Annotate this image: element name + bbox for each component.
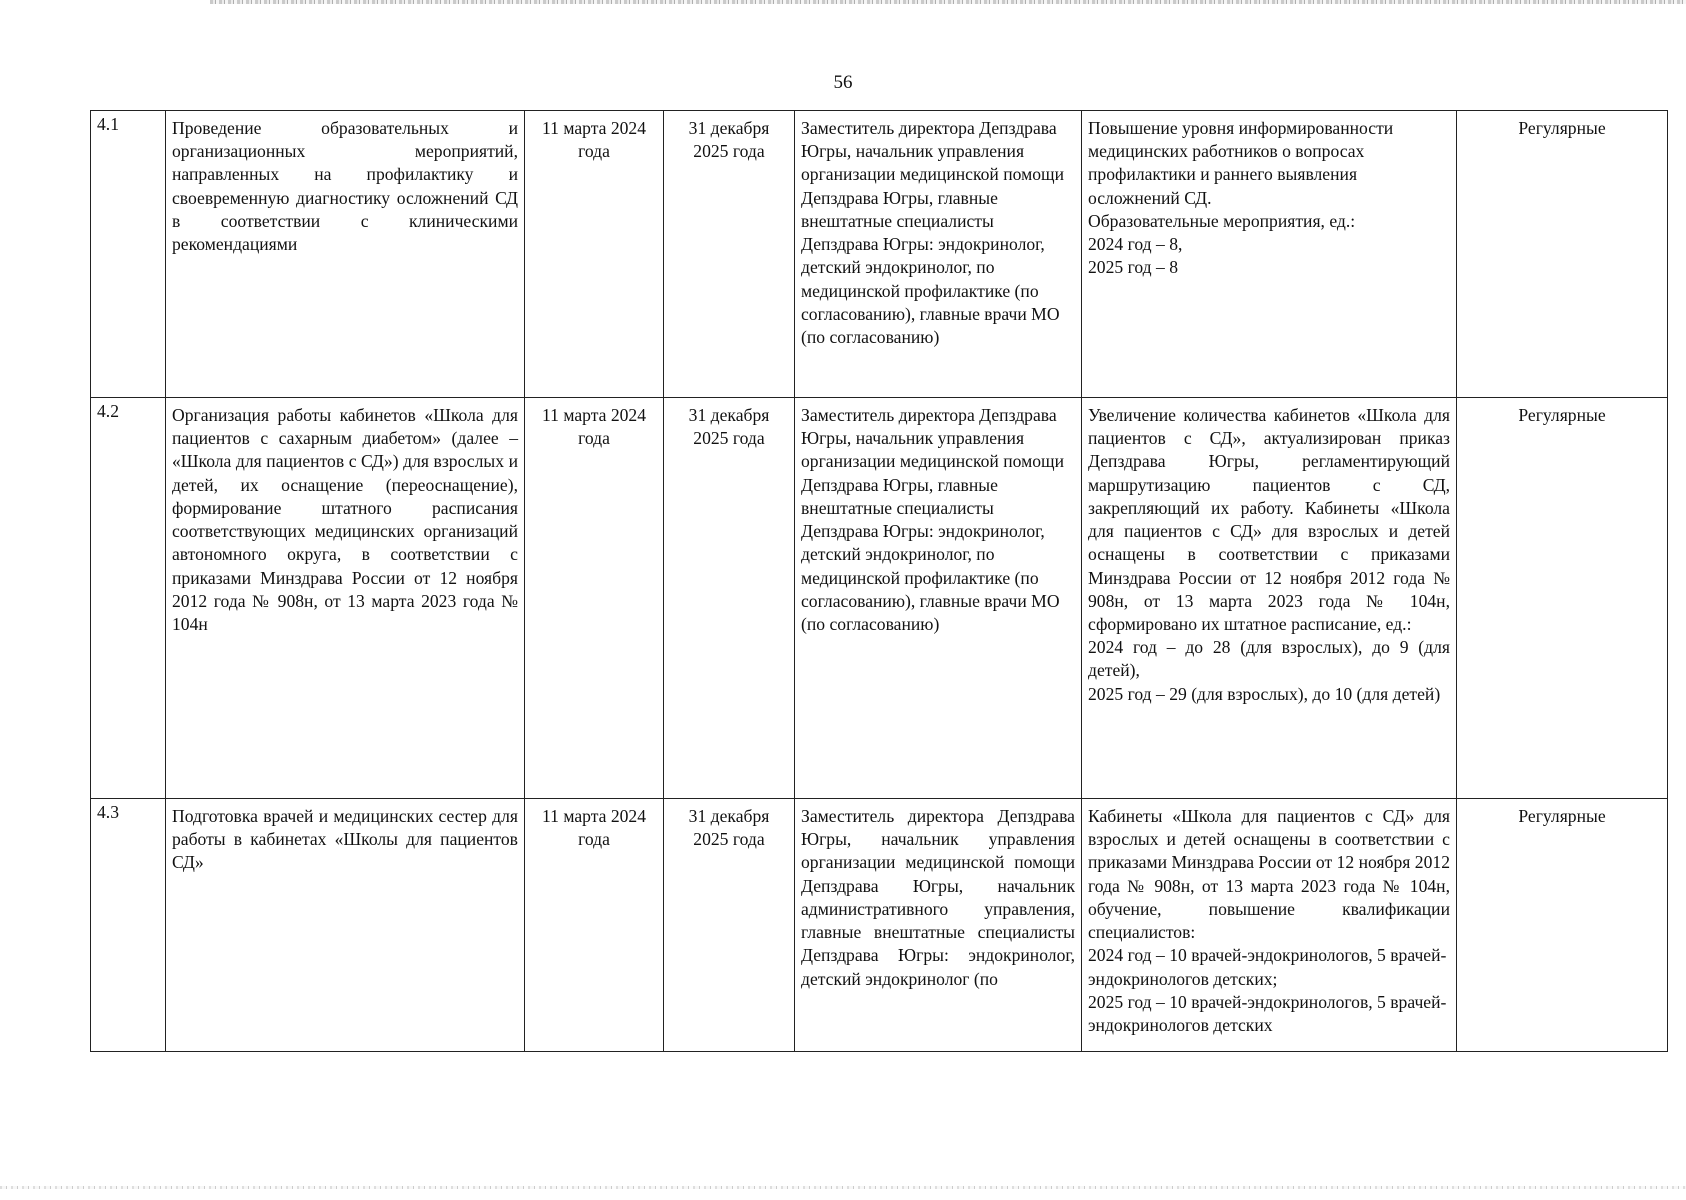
result-line: 2024 год – до 28 (для взрослых), до 9 (для детей), — [1088, 637, 1450, 681]
row-number: 4.2 — [91, 398, 166, 799]
row-number: 4.3 — [91, 799, 166, 1052]
result-line: 2024 год – 10 врачей-эндокринологов, 5 врачей-эндокринологов детских; — [1088, 945, 1447, 989]
start-date: 11 марта 2024 года — [525, 398, 664, 799]
table-row — [91, 799, 1668, 1052]
responsible-persons: Заместитель директора Депздрава Югры, начальник управления организации медицинской помощи Депздрава Югры, главные внештатные специалисты Депздрава Югры: эндокринолог, детский эндокринолог, по медицинской профилактике (по согласованию), главные врачи МО (по согласованию) — [795, 398, 1082, 799]
result-line: Увеличение количества кабинетов «Школа для пациентов с СД», актуализирован приказ Депздрава Югры, регламентирующий маршрутизацию пациентов с СД, закрепляющий их работу. Кабинеты «Школа для пациентов с СД» для взрослых и детей оснащены в соответствии с приказами Минздрава России от 12 ноября 2012 года № 908н, от 13 марта 2023 года № 104н, сформировано их штатное расписание, ед.: — [1088, 405, 1450, 634]
responsible-persons: Заместитель директора Депздрава Югры, начальник управления организации медицинской помощи Депздрава Югры, главные внештатные специалисты Депздрава Югры: эндокринолог, детский эндокринолог, по медицинской профилактике (по согласованию), главные врачи МО (по согласованию) — [795, 111, 1082, 398]
scan-edge-bottom — [0, 1186, 1686, 1189]
result-line: 2025 год – 29 (для взрослых), до 10 (для детей) — [1088, 683, 1441, 704]
row-number: 4.1 — [91, 111, 166, 398]
result-line: Повышение уровня информированности медицинских работников о вопросах профилактики и раннего выявления осложнений СД. — [1088, 118, 1394, 208]
table-row — [91, 111, 1668, 398]
expected-result — [1082, 799, 1457, 1052]
result-line: 2024 год – 8, — [1088, 234, 1183, 255]
page-number: 56 — [833, 72, 853, 93]
start-date: 11 марта 2024 года — [525, 799, 664, 1052]
table-row — [91, 398, 1668, 799]
periodicity: Регулярные — [1457, 398, 1668, 799]
activity-plan-table — [90, 110, 1668, 1052]
result-line: Кабинеты «Школа для пациентов с СД» для взрослых и детей оснащены в соответствии с приказами Минздрава России от 12 ноября 2012 года № 908н, от 13 марта 2023 года № 104н, обучение, повышение квалификации специалистов: — [1088, 806, 1450, 943]
periodicity: Регулярные — [1457, 799, 1668, 1052]
event-description: Организация работы кабинетов «Школа для пациентов с сахарным диабетом» (далее – «Школа для пациентов с СД») для взрослых и детей, их оснащение (переоснащение), формирование штатного расписания соответствующих медицинских организаций автономного округа, в соответствии с приказами Минздрава России от 12 ноября 2012 года № 908н, от 13 марта 2023 года № 104н — [166, 398, 525, 799]
scan-edge-top — [210, 0, 1686, 4]
event-description: Подготовка врачей и медицинских сестер для работы в кабинетах «Школы для пациентов СД» — [166, 799, 525, 1052]
start-date: 11 марта 2024 года — [525, 111, 664, 398]
expected-result — [1082, 398, 1457, 799]
result-line: 2025 год – 10 врачей-эндокринологов, 5 врачей-эндокринологов детских — [1088, 991, 1447, 1035]
expected-result — [1082, 111, 1457, 398]
result-line: Образовательные мероприятия, ед.: — [1088, 210, 1356, 231]
result-line: 2025 год – 8 — [1088, 257, 1178, 278]
periodicity: Регулярные — [1457, 111, 1668, 398]
end-date: 31 декабря 2025 года — [664, 799, 795, 1052]
event-description: Проведение образовательных и организационных мероприятий, направленных на профилактику и своевременную диагностику осложнений СД в соответствии с клиническими рекомендациями — [166, 111, 525, 398]
end-date: 31 декабря 2025 года — [664, 111, 795, 398]
responsible-persons: Заместитель директора Депздрава Югры, начальник управления организации медицинской помощи Депздрава Югры, начальник административного управления, главные внештатные специалисты Депздрава Югры: эндокринолог, детский эндокринолог (по — [795, 799, 1082, 1052]
end-date: 31 декабря 2025 года — [664, 398, 795, 799]
